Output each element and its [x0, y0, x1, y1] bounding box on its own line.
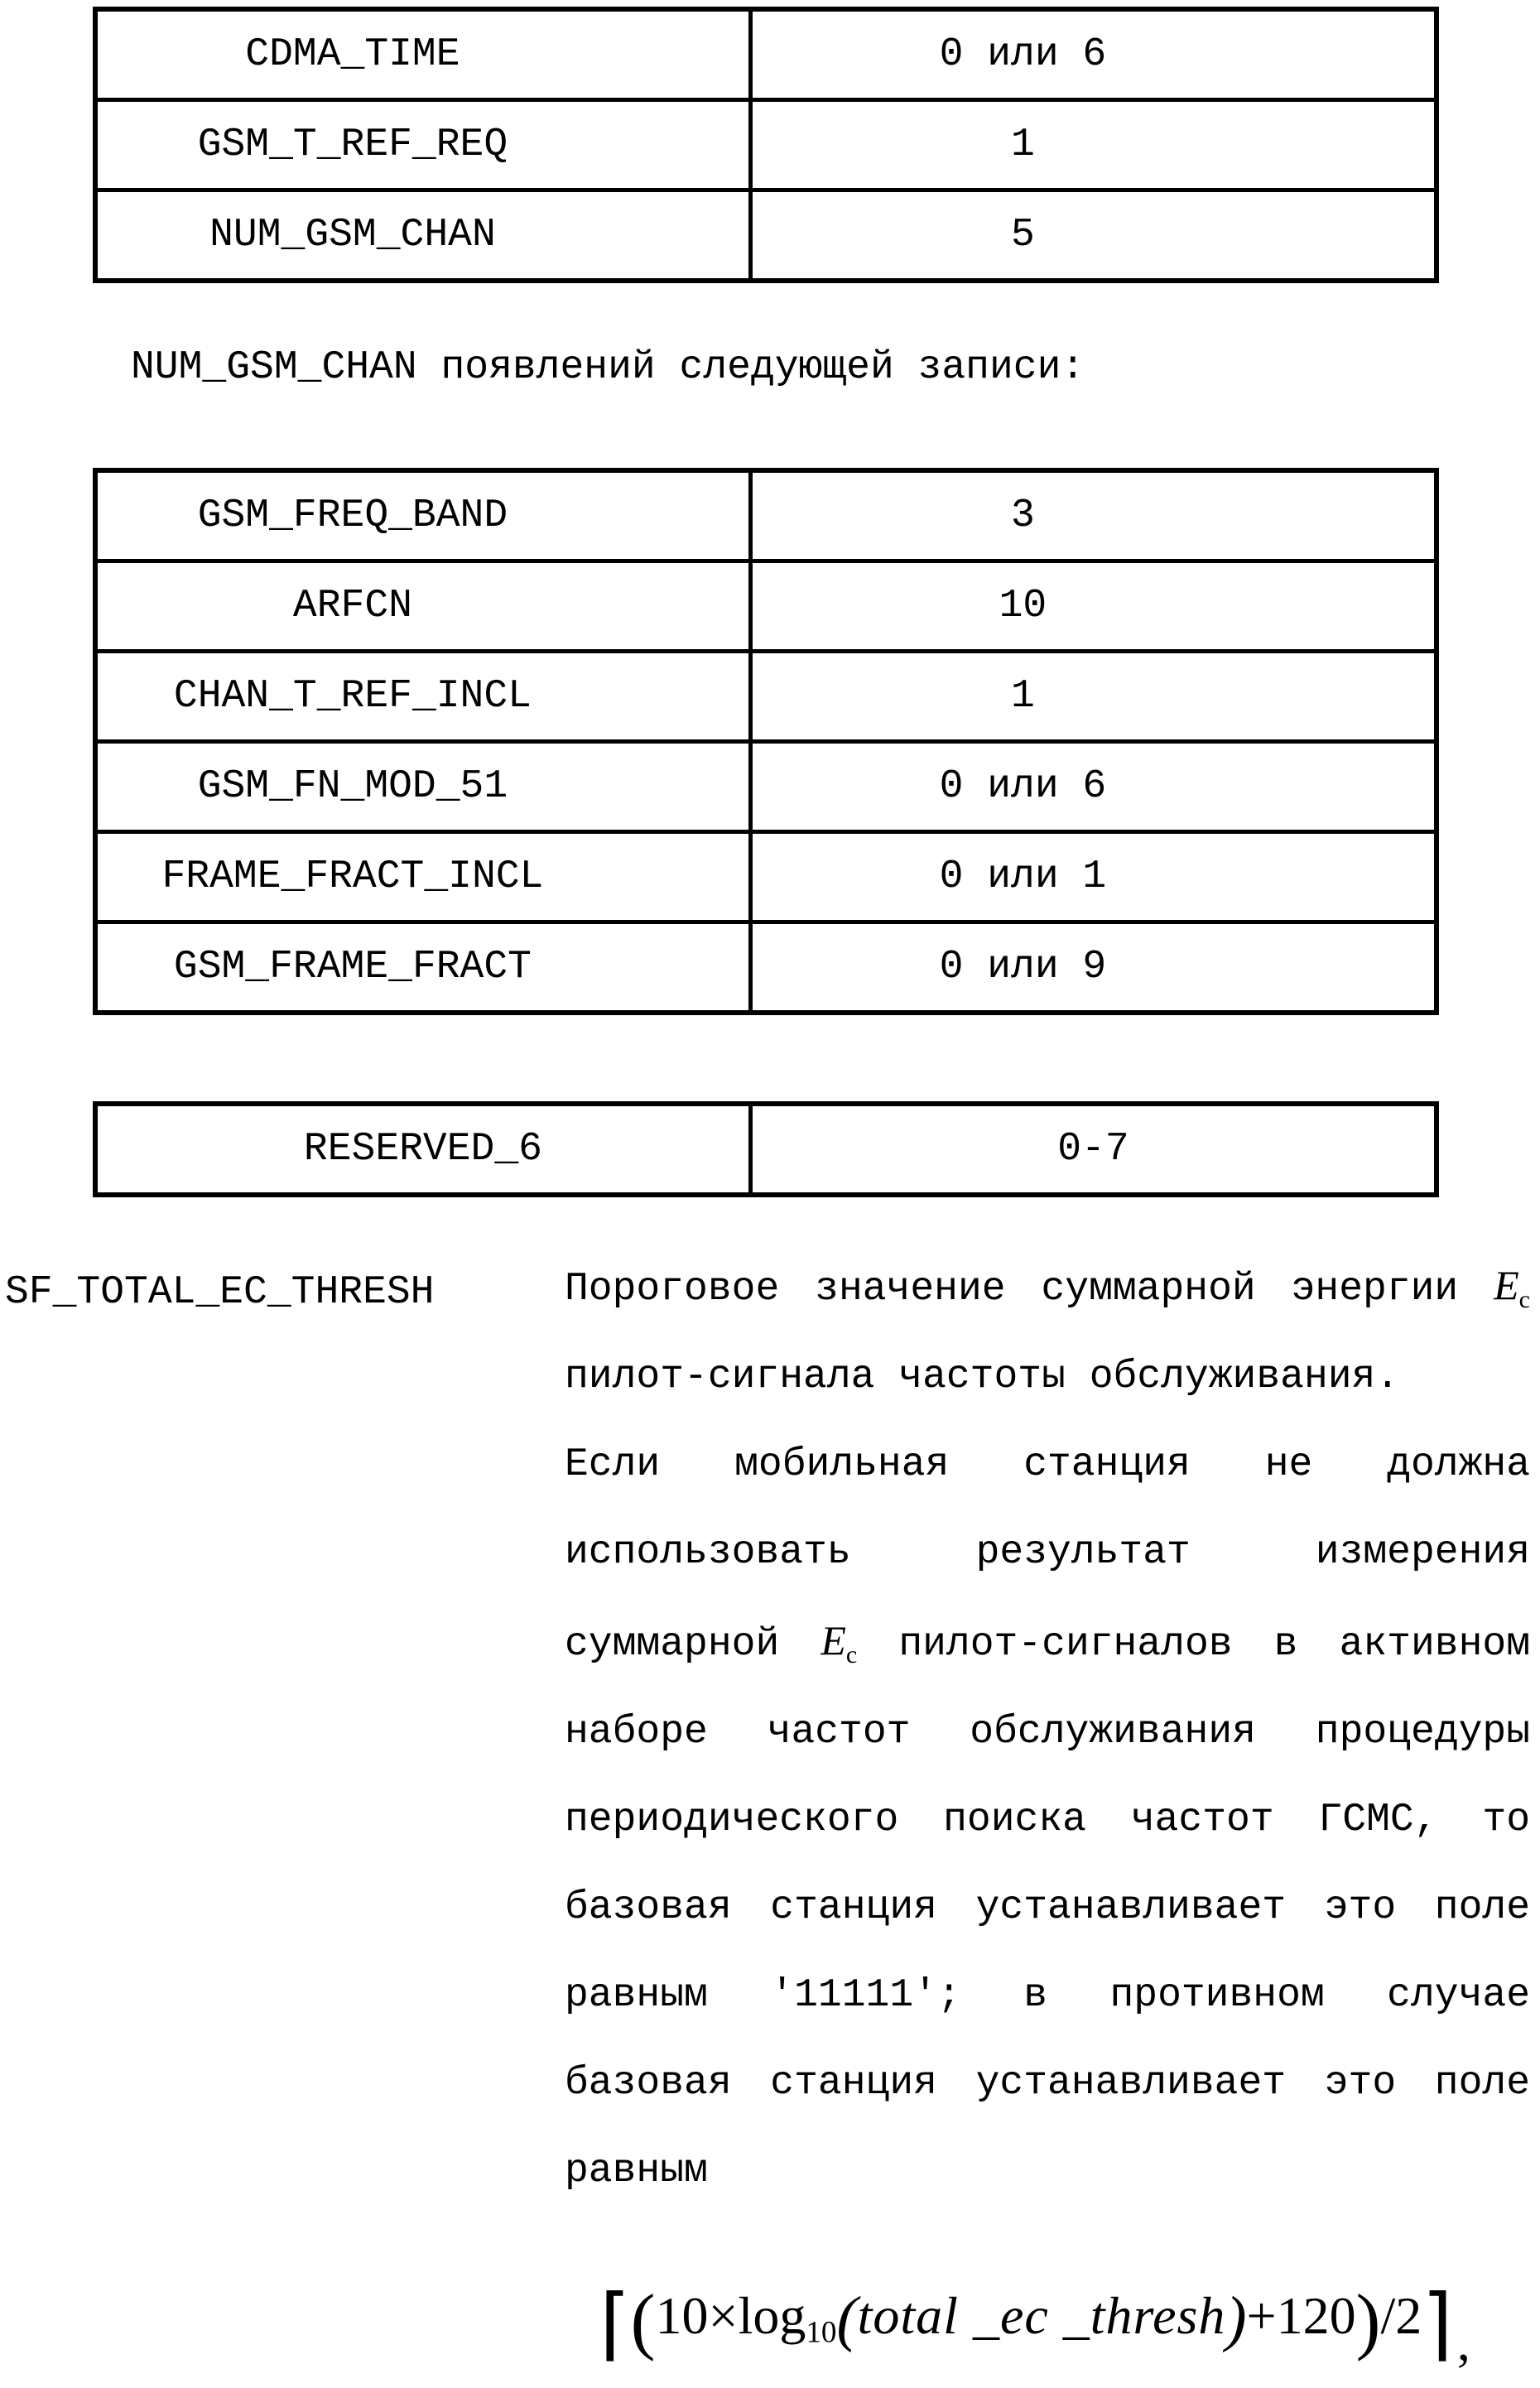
description-text: равным '11111'; в противном случае	[565, 1973, 1530, 2018]
left-ceiling-bracket: ⌈	[599, 2277, 631, 2371]
field-name-cell	[98, 744, 753, 830]
field-name: NUM_GSM_CHAN	[209, 213, 496, 258]
table-row	[98, 739, 1434, 830]
table-row	[98, 12, 1434, 98]
field-value-cell	[753, 744, 1434, 830]
field-name-cell	[98, 834, 753, 920]
field-value: 0 или 9	[939, 945, 1107, 989]
description-text: пилот-сигналов в активном	[857, 1622, 1531, 1667]
description-text: равным	[565, 2149, 708, 2193]
description-text: периодического поиска частот ГСМС, то	[565, 1798, 1530, 1842]
field-value-cell	[753, 653, 1434, 739]
formula-comma: ,	[1456, 2313, 1470, 2371]
inner-left-paren: (	[836, 2284, 858, 2353]
ec-symbol: E	[1494, 1262, 1519, 1308]
field-name-cell	[98, 924, 753, 1010]
description-line	[565, 2061, 1530, 2106]
description-line	[565, 1617, 1531, 1668]
description-text: базовая станция устанавливает это поле	[565, 2061, 1530, 2106]
description-line	[565, 1885, 1530, 1930]
field-value-cell	[753, 473, 1434, 559]
description-line	[565, 1800, 1530, 1840]
field-value: 5	[1011, 213, 1035, 258]
formula-text: 10×log	[655, 2286, 806, 2345]
field-value: 3	[1011, 493, 1035, 538]
field-value: 1	[1011, 674, 1035, 719]
field-value: 0 или 1	[939, 855, 1107, 899]
field-name: GSM_FN_MOD_51	[197, 764, 508, 809]
description-text: базовая станция устанавливает это поле	[565, 1885, 1530, 1930]
field-name: FRAME_FRACT_INCL	[161, 855, 544, 899]
outer-left-paren: (	[630, 2280, 656, 2362]
description-text: пилот-сигнала частоты обслуживания.	[565, 1355, 1400, 1399]
parameter-table-gsm-channel	[93, 468, 1439, 1015]
description-line	[565, 1442, 1530, 1487]
field-name: ARFCN	[292, 584, 412, 628]
field-name-cell	[98, 192, 753, 278]
field-name-cell	[98, 563, 753, 649]
outer-right-paren: )	[1355, 2280, 1381, 2362]
description-line	[565, 1530, 1530, 1575]
definition-term: SF_TOTAL_EC_THRESH	[5, 1270, 435, 1315]
field-value-cell	[753, 192, 1434, 278]
table-row	[98, 1106, 1434, 1192]
table-row	[98, 559, 1434, 649]
ec-subscript: c	[845, 1641, 858, 1668]
field-value-cell	[753, 834, 1434, 920]
parameter-table-reserved	[93, 1101, 1439, 1197]
table-row	[98, 188, 1434, 278]
field-name: GSM_FRAME_FRACT	[173, 945, 532, 989]
field-name: GSM_FREQ_BAND	[197, 493, 508, 538]
formula-variable: total _ec _thresh	[857, 2286, 1226, 2345]
parameter-table-top	[93, 7, 1439, 283]
ec-subscript: c	[1518, 1286, 1530, 1313]
field-value: 0 или 6	[939, 764, 1107, 809]
formula-text: /2	[1380, 2286, 1422, 2345]
description-text: наборе частот обслуживания процедуры	[565, 1710, 1530, 1755]
field-name: CDMA_TIME	[245, 32, 460, 77]
description-text: использовать результат измерения	[565, 1530, 1530, 1575]
field-name-cell	[98, 473, 753, 559]
table-row	[98, 649, 1434, 739]
description-line	[565, 1357, 1530, 1397]
table-row	[98, 473, 1434, 559]
field-name: RESERVED_6	[303, 1127, 542, 1172]
field-name-cell	[98, 102, 753, 188]
log-subscript: 10	[806, 2315, 837, 2350]
field-name-cell	[98, 12, 753, 98]
ec-symbol: E	[821, 1617, 846, 1663]
description-line	[565, 1262, 1530, 1313]
formula-text: +120	[1246, 2286, 1356, 2345]
definition-description	[565, 1262, 1531, 2239]
field-value-cell	[753, 12, 1434, 98]
description-text: Пороговое значение суммарной энергии	[565, 1267, 1494, 1312]
inner-right-paren: )	[1225, 2284, 1247, 2353]
field-value: 0-7	[1057, 1127, 1129, 1172]
description-text: Если мобильная станция не должна	[565, 1442, 1530, 1487]
field-value-cell	[753, 1106, 1434, 1192]
table-row	[98, 920, 1434, 1010]
field-name: CHAN_T_REF_INCL	[173, 674, 532, 719]
table-row	[98, 98, 1434, 188]
field-value: 0 или 6	[939, 32, 1107, 77]
field-value: 10	[999, 584, 1047, 628]
field-name-cell	[98, 653, 753, 739]
field-name-cell	[98, 1106, 753, 1192]
field-value-cell	[753, 102, 1434, 188]
description-line	[565, 2151, 1530, 2191]
description-line	[565, 1710, 1530, 1755]
field-value-cell	[753, 924, 1434, 1010]
field-name: GSM_T_REF_REQ	[197, 123, 508, 167]
field-value: 1	[1011, 123, 1035, 167]
field-value-cell	[753, 563, 1434, 649]
description-text: суммарной	[565, 1622, 821, 1667]
record-caption: NUM_GSM_CHAN появлений следующей записи:	[131, 345, 1085, 390]
description-line	[565, 1973, 1530, 2018]
right-ceiling-bracket: ⌉	[1422, 2277, 1453, 2371]
threshold-formula	[538, 2270, 1532, 2388]
table-row	[98, 830, 1434, 920]
